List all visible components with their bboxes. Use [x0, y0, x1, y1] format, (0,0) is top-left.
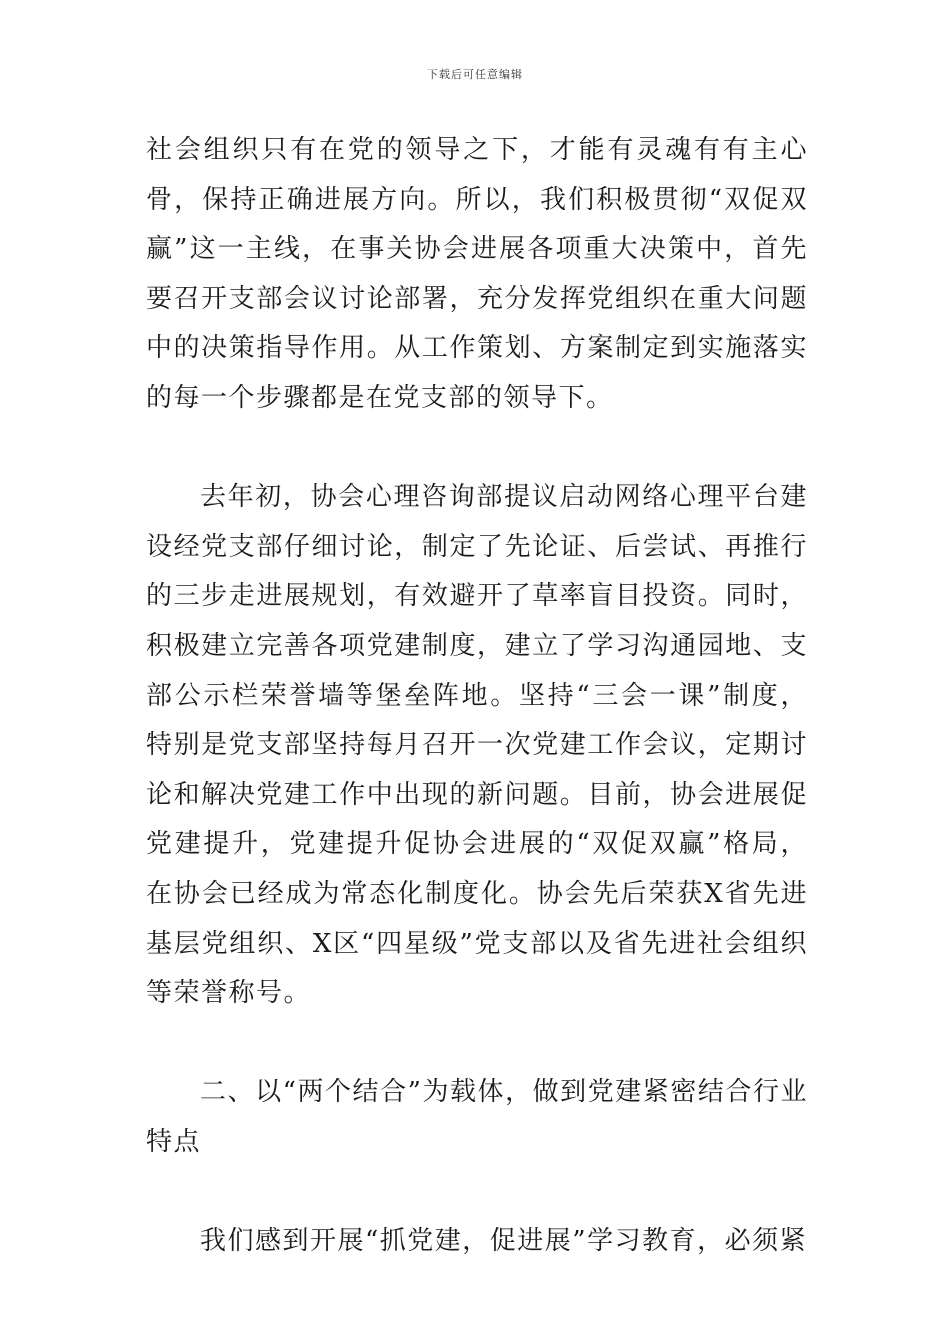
paragraph-continuation: 社会组织只有在党的领导之下，才能有灵魂有有主心骨，保持正确进展方向。所以，我们积极贯彻“双促双赢”这一主线，在事关协会进展各项重大决策中，首先要召开支部会议讨论部署，充分发挥党组织在重大问题中的决策指导作用。从工作策划、方案制定到实施落实的每一个步骤都是在党支部的领导下。 [146, 135, 808, 413]
paragraph-body: 我们感到开展“抓党建，促进展”学习教育，必须紧 [200, 1226, 808, 1257]
page-header-note: 下载后可任意编辑 [427, 68, 523, 81]
paragraph-body: 去年初，协会心理咨询部提议启动网络心理平台建设经党支部仔细讨论，制定了先论证、后尝试、再推行的三步走进展规划，有效避开了草率盲目投资。同时，积极建立完善各项党建制度，建立了学习沟通园地、支部公示栏荣誉墙等堡垒阵地。坚持“三会一课”制度，特别是党支部坚持每月召开一次党建工作会议，定期讨论和解决党建工作中出现的新问题。目前，协会进展促党建提升，党建提升促协会进展的“双促双赢”格局，在协会已经成为常态化制度化。协会先后荣获X省先进基层党组织、X区“四星级”党支部以及省先进社会组织等荣誉称号。 [146, 482, 808, 1009]
section-heading: 二、以“两个结合”为载体，做到党建紧密结合行业特点 [146, 1077, 808, 1157]
document-body [146, 126, 808, 1267]
